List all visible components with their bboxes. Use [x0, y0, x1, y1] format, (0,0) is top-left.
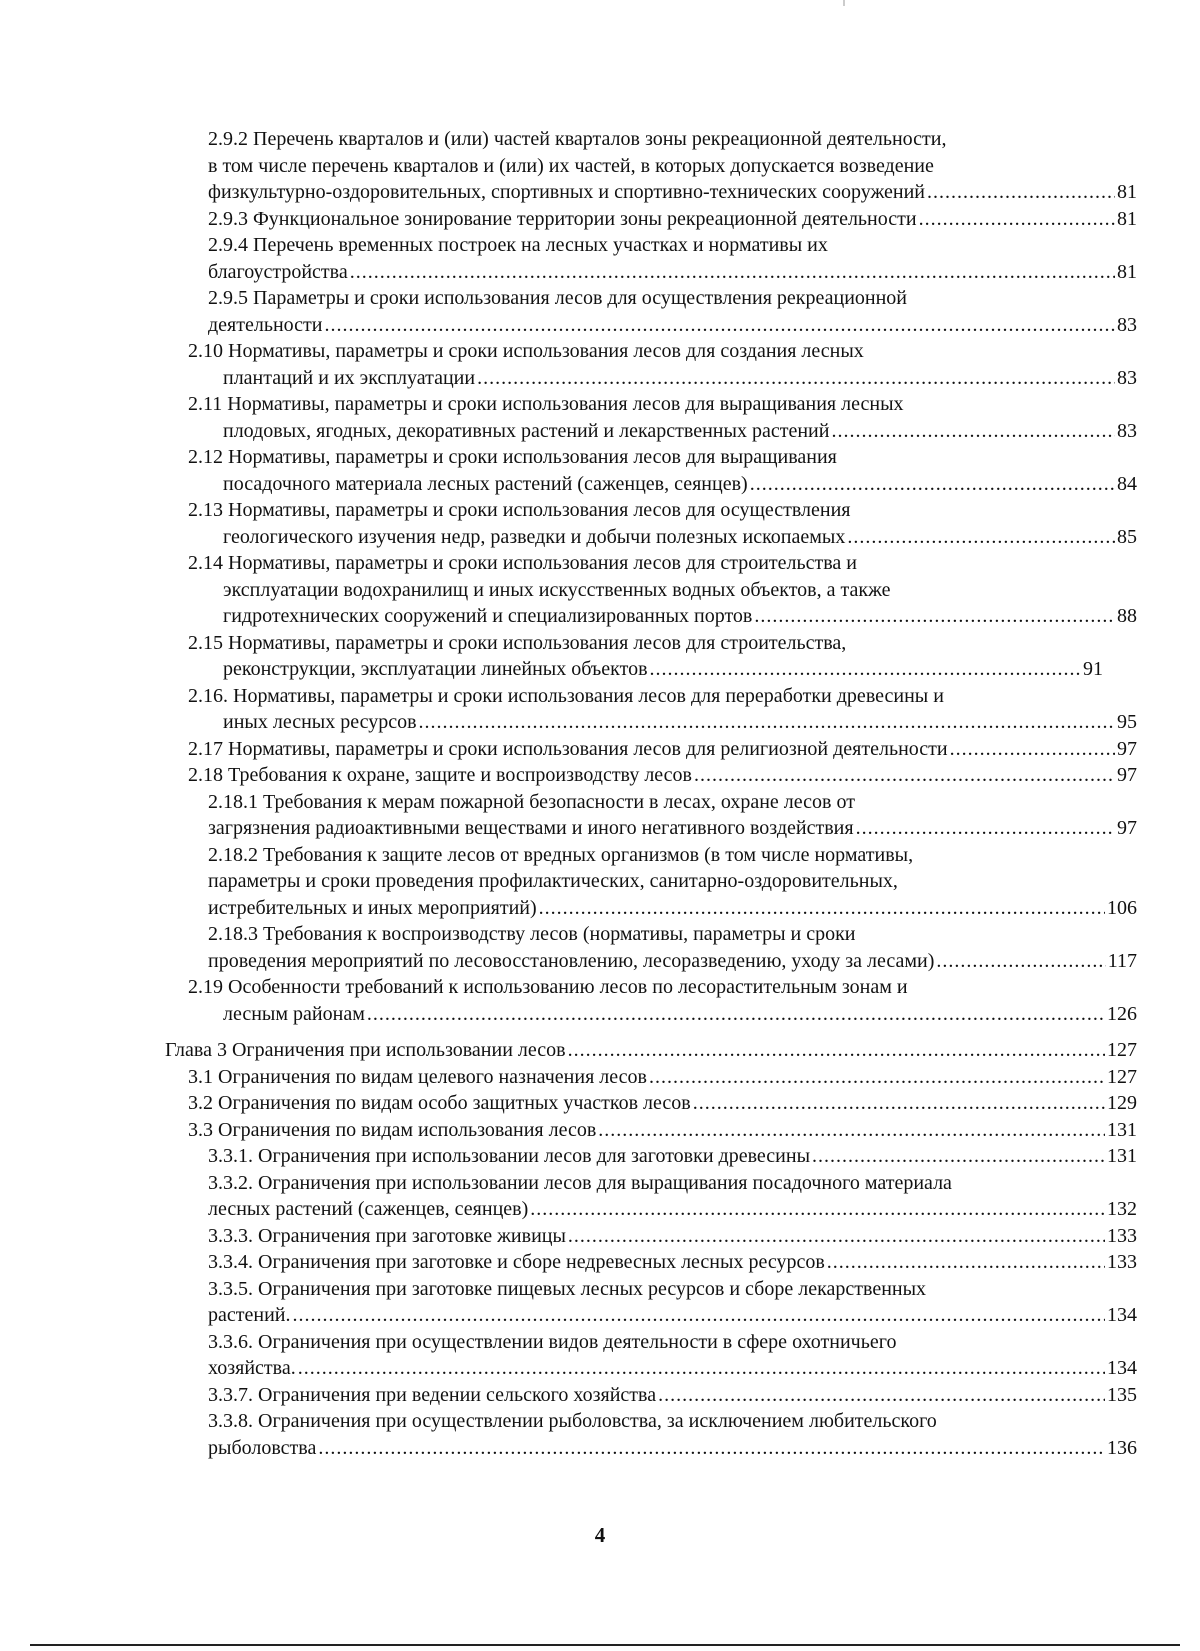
toc-page-number: 81: [1117, 207, 1137, 230]
toc-line: [0, 1170, 1200, 1197]
toc-entry-text: геологического изучения недр, разведки и добычи полезных ископаемых: [223, 525, 846, 548]
dot-leader: [650, 656, 1081, 683]
toc-page-number: 95: [1117, 711, 1137, 733]
toc-line: [0, 259, 1200, 286]
toc-page-number: 85: [1117, 525, 1137, 548]
toc-page-number: 134: [1107, 1357, 1137, 1379]
dot-leader: [530, 1196, 1105, 1223]
toc-line: [0, 1223, 1200, 1250]
toc-line: [0, 153, 1200, 180]
toc-page-number: 106: [1107, 896, 1137, 919]
toc-entry-text: хозяйства.: [208, 1357, 296, 1379]
dot-leader: [649, 1064, 1105, 1091]
toc-line: [0, 1143, 1200, 1170]
toc-entry-text: 2.11 Нормативы, параметры и сроки использования лесов для выращивания лесных: [188, 393, 904, 415]
toc-page-number: 84: [1117, 472, 1137, 495]
toc-line: [0, 736, 1200, 763]
toc-page-number: 83: [1117, 419, 1137, 442]
toc-entry-text: реконструкции, эксплуатации линейных объектов: [223, 658, 648, 680]
toc-entry-text: 3.3.4. Ограничения при заготовке и сборе недревесных лесных ресурсов: [208, 1251, 825, 1273]
toc-entry-text: 2.18.2 Требования к защите лесов от вредных организмов (в том числе нормативы,: [208, 843, 914, 866]
toc-line: [0, 232, 1200, 259]
dot-leader: [292, 1302, 1105, 1329]
toc-line: [0, 338, 1200, 365]
toc-entry-text: загрязнения радиоактивными веществами и иного негативного воздействия: [208, 817, 854, 839]
dot-leader: [856, 815, 1115, 842]
dot-leader: [658, 1382, 1105, 1409]
toc-page-number: 133: [1107, 1251, 1137, 1273]
toc-entry-text: 2.9.4 Перечень временных построек на лесных участках и нормативы их: [208, 234, 828, 256]
toc-page-number: 131: [1107, 1145, 1137, 1167]
toc-line: [0, 630, 1200, 657]
toc-line: [0, 895, 1200, 922]
toc-page-number: 136: [1107, 1436, 1137, 1459]
toc-page-number: 97: [1117, 737, 1137, 760]
toc-page-number: 97: [1117, 817, 1137, 839]
toc-entry-text: рыболовства: [208, 1436, 317, 1459]
toc-entry-text: 3.3.3. Ограничения при заготовке живицы: [208, 1224, 566, 1247]
dot-leader: [318, 1435, 1105, 1462]
toc-line: [0, 974, 1200, 1001]
toc-entry-text: растений.: [208, 1304, 291, 1326]
toc-entry-text: 2.18.3 Требования к воспроизводству лесов (нормативы, параметры и сроки: [208, 923, 856, 945]
toc-line: [0, 312, 1200, 339]
toc-entry-text: в том числе перечень кварталов и (или) их частей, в которых допускается возведение: [208, 154, 934, 177]
toc-page-number: 81: [1117, 181, 1137, 203]
toc-page-number: 126: [1107, 1002, 1137, 1025]
dot-leader: [936, 948, 1105, 975]
scan-mark: [843, 0, 845, 6]
toc-page-number: 129: [1107, 1092, 1137, 1114]
toc-line: [0, 206, 1200, 233]
toc-line: [0, 391, 1200, 418]
dot-leader: [812, 1143, 1105, 1170]
toc-line: [0, 1329, 1200, 1356]
toc-line: [0, 285, 1200, 312]
toc-entry-text: благоустройства: [208, 260, 348, 283]
toc-line: [0, 179, 1200, 206]
toc-entry-text: 2.18.1 Требования к мерам пожарной безопасности в лесах, охране лесов от: [208, 790, 855, 813]
toc-line: [0, 1302, 1200, 1329]
toc-line: [0, 418, 1200, 445]
toc-entry-text: 2.19 Особенности требований к использованию лесов по лесорастительным зонам и: [188, 976, 908, 998]
toc-line: [0, 577, 1200, 604]
toc-entry-text: 2.10 Нормативы, параметры и сроки использования лесов для создания лесных: [188, 340, 864, 362]
dot-leader: [831, 418, 1115, 445]
toc-page-number: 132: [1107, 1198, 1137, 1220]
chapter-gap: [0, 1027, 1200, 1037]
dot-leader: [950, 736, 1115, 763]
toc-page-number: 117: [1107, 949, 1137, 972]
dot-leader: [568, 1037, 1105, 1064]
toc-page-number: 127: [1107, 1065, 1137, 1088]
toc-line: [0, 1117, 1200, 1144]
toc-page-number: 131: [1107, 1118, 1137, 1141]
toc-line: [0, 524, 1200, 551]
toc-entry-text: проведения мероприятий по лесовосстановлению, лесоразведению, уходу за лесами): [208, 949, 935, 972]
dot-leader: [750, 471, 1115, 498]
toc-entry-text: 2.13 Нормативы, параметры и сроки использования лесов для осуществления: [188, 499, 851, 521]
toc-entry-text: плодовых, ягодных, декоративных растений и лекарственных растений: [223, 419, 830, 442]
toc-entry-text: параметры и сроки проведения профилактических, санитарно-оздоровительных,: [208, 870, 898, 892]
toc-entry-text: 2.18 Требования к охране, защите и воспроизводству лесов: [188, 764, 692, 786]
toc-line: [0, 1408, 1200, 1435]
toc-line: [0, 1064, 1200, 1091]
dot-leader: [367, 1001, 1105, 1028]
toc-line: [0, 789, 1200, 816]
toc-entry-text: 3.3.8. Ограничения при осуществлении рыболовства, за исключением любительского: [208, 1410, 937, 1432]
toc-line: [0, 921, 1200, 948]
toc-entry-text: 3.3 Ограничения по видам использования лесов: [188, 1118, 597, 1141]
toc-entry-text: 3.1 Ограничения по видам целевого назначения лесов: [188, 1065, 647, 1088]
toc-line: [0, 126, 1200, 153]
toc-entry-text: 3.3.7. Ограничения при ведении сельского хозяйства: [208, 1383, 657, 1406]
dot-leader: [539, 895, 1105, 922]
dot-leader: [477, 365, 1115, 392]
toc-line: [0, 1382, 1200, 1409]
toc-line: [0, 656, 1200, 683]
dot-leader: [693, 1090, 1105, 1117]
toc-entry-text: лесных растений (саженцев, сеянцев): [208, 1198, 529, 1220]
toc-entry-text: 2.17 Нормативы, параметры и сроки использования лесов для религиозной деятельности: [188, 737, 948, 760]
toc-line: [0, 471, 1200, 498]
toc-line: [0, 1196, 1200, 1223]
toc-entry-text: 2.14 Нормативы, параметры и сроки использования лесов для строительства и: [188, 552, 858, 574]
toc-entry-text: плантаций и их эксплуатации: [223, 366, 476, 389]
toc-line: [0, 1090, 1200, 1117]
toc-line: [0, 683, 1200, 710]
toc-entry-text: эксплуатации водохранилищ и иных искусственных водных объектов, а также: [223, 578, 891, 601]
dot-leader: [827, 1249, 1105, 1276]
toc-line: [0, 842, 1200, 869]
toc-entry-text: физкультурно-оздоровительных, спортивных и спортивно-технических сооружений: [208, 181, 926, 203]
toc-entry-text: 2.16. Нормативы, параметры и сроки использования лесов для переработки древесины и: [188, 684, 944, 707]
toc-entry-text: 2.12 Нормативы, параметры и сроки использования лесов для выращивания: [188, 446, 837, 468]
toc-line: [0, 444, 1200, 471]
toc-line: [0, 1276, 1200, 1303]
toc-entry-text: 2.15 Нормативы, параметры и сроки использования лесов для строительства,: [188, 631, 847, 654]
dot-leader: [754, 603, 1115, 630]
toc-line: [0, 709, 1200, 736]
toc-entry-text: гидротехнических сооружений и специализированных портов: [223, 605, 753, 627]
toc-line: [0, 1037, 1200, 1064]
toc-line: [0, 815, 1200, 842]
toc-entry-text: 3.3.2. Ограничения при использовании лесов для выращивания посадочного материала: [208, 1171, 952, 1194]
page-number: 4: [594, 1523, 606, 1547]
toc-entry-text: иных лесных ресурсов: [223, 711, 417, 733]
toc-page-number: 83: [1117, 313, 1137, 336]
dot-leader: [598, 1117, 1105, 1144]
toc-entry-text: 3.3.1. Ограничения при использовании лесов для заготовки древесины: [208, 1145, 811, 1167]
toc-entry-text: 2.9.3 Функциональное зонирование территории зоны рекреационной деятельности: [208, 207, 917, 230]
toc-line: [0, 1435, 1200, 1462]
dot-leader: [419, 709, 1115, 736]
toc-page-number: 135: [1107, 1383, 1137, 1406]
table-of-contents: [0, 126, 1200, 1461]
toc-line: [0, 1249, 1200, 1276]
toc-entry-text: 3.3.5. Ограничения при заготовке пищевых лесных ресурсов и сборе лекарственных: [208, 1277, 927, 1300]
dot-leader: [927, 179, 1115, 206]
toc-page-number: 127: [1107, 1039, 1137, 1061]
toc-entry-text: 3.3.6. Ограничения при осуществлении видов деятельности в сфере охотничьего: [208, 1330, 897, 1353]
toc-entry-text: 2.9.5 Параметры и сроки использования лесов для осуществления рекреационной: [208, 287, 908, 309]
toc-line: [0, 550, 1200, 577]
dot-leader: [325, 312, 1116, 339]
dot-leader: [847, 524, 1115, 551]
toc-page-number: 81: [1117, 260, 1137, 283]
toc-entry-text: деятельности: [208, 313, 323, 336]
toc-line: [0, 1001, 1200, 1028]
toc-line: [0, 365, 1200, 392]
toc-entry-text: Глава 3 Ограничения при использовании лесов: [165, 1039, 566, 1061]
toc-page-number: 134: [1107, 1304, 1137, 1326]
dot-leader: [919, 206, 1115, 233]
toc-entry-text: 2.9.2 Перечень кварталов и (или) частей кварталов зоны рекреационной деятельности,: [208, 128, 947, 150]
toc-line: [0, 868, 1200, 895]
toc-page-number: 133: [1107, 1224, 1137, 1247]
toc-line: [0, 603, 1200, 630]
toc-page-number: 97: [1117, 764, 1137, 786]
toc-line: [0, 1355, 1200, 1382]
footer-rule: [30, 1644, 1180, 1646]
toc-page-number: 83: [1117, 366, 1137, 389]
toc-entry-text: лесным районам: [223, 1002, 365, 1025]
toc-entry-text: посадочного материала лесных растений (саженцев, сеянцев): [223, 472, 748, 495]
dot-leader: [694, 762, 1115, 789]
dot-leader: [568, 1223, 1105, 1250]
toc-entry-text: истребительных и иных мероприятий): [208, 896, 537, 919]
toc-line: [0, 497, 1200, 524]
toc-page-number: 91: [1083, 658, 1103, 680]
dot-leader: [298, 1355, 1105, 1382]
dot-leader: [350, 259, 1115, 286]
toc-entry-text: 3.2 Ограничения по видам особо защитных участков лесов: [188, 1092, 691, 1114]
toc-page-number: 88: [1117, 605, 1137, 627]
toc-line: [0, 948, 1200, 975]
toc-line: [0, 762, 1200, 789]
